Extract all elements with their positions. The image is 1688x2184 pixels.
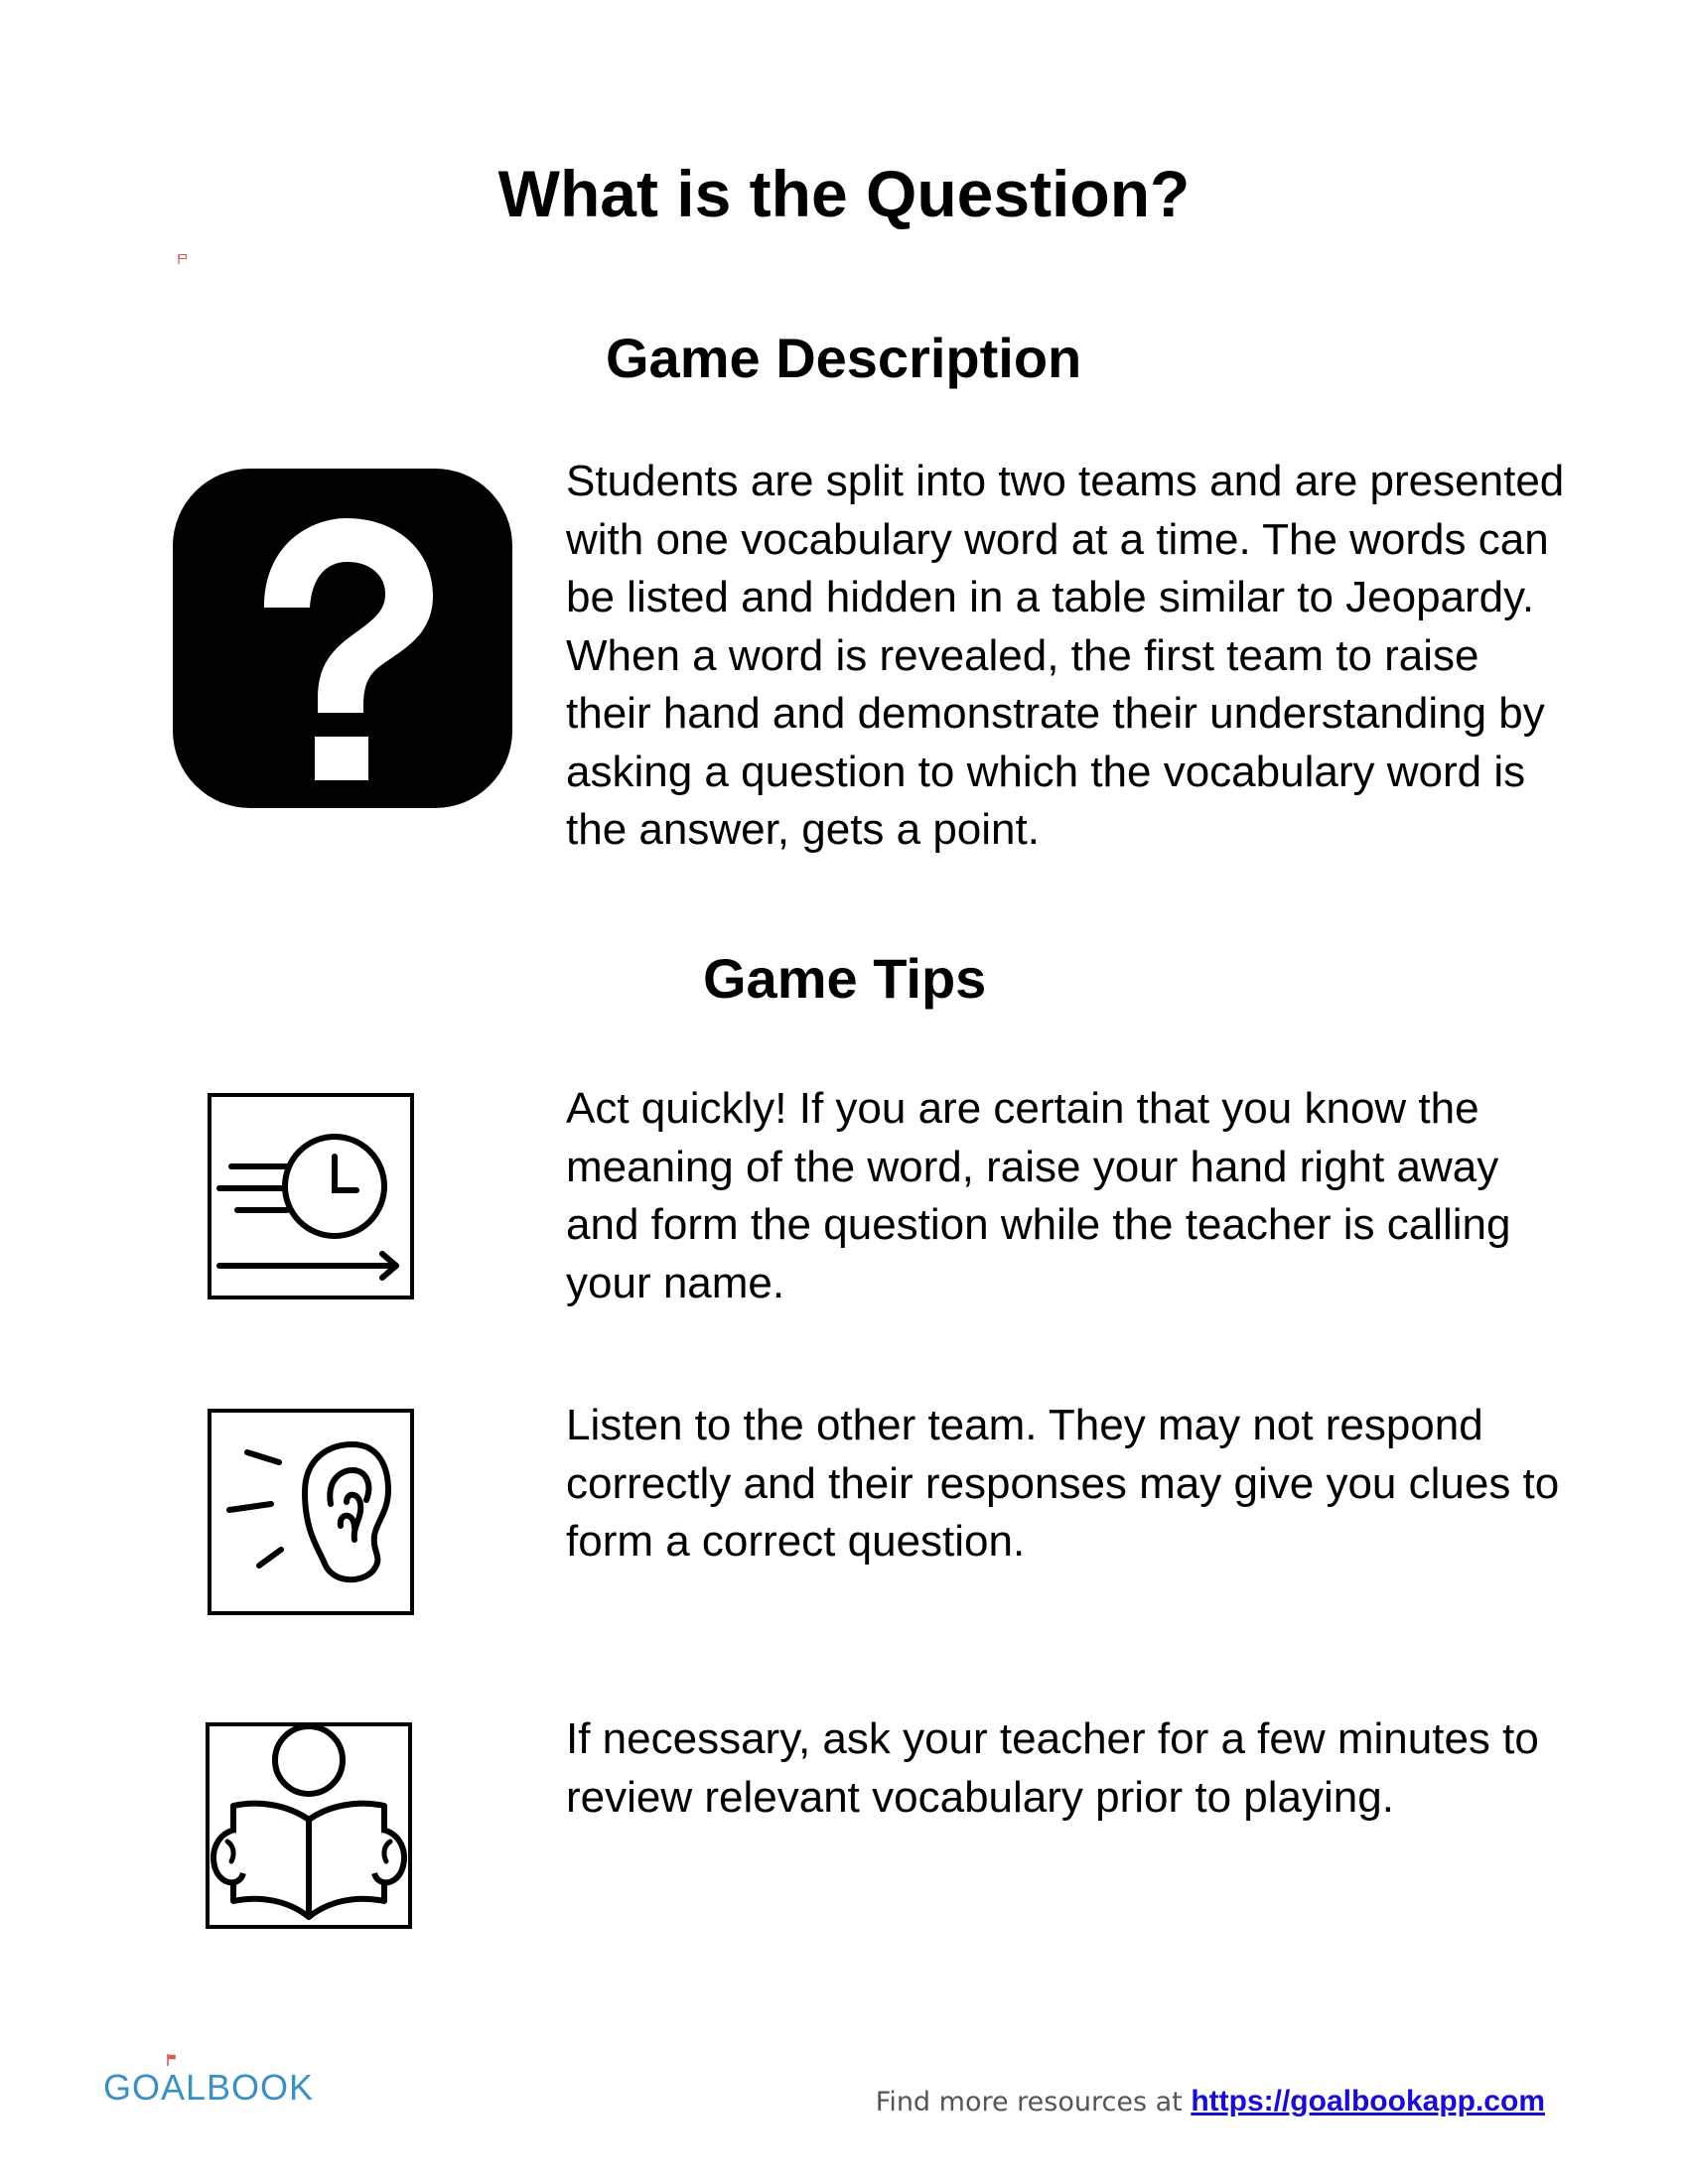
listening-ear-icon <box>208 1409 414 1615</box>
logo-flag-icon <box>165 2053 179 2067</box>
goalbook-logo <box>103 2067 314 2109</box>
fast-clock-icon <box>208 1093 414 1299</box>
tip-text-act-quickly: Act quickly! If you are certain that you know the meaning of the word, raise your hand right away and form the question while the teacher is calling your name. <box>566 1084 1511 1307</box>
game-description-text: Students are split into two teams and are presented with one vocabulary word at a time. The words can be listed and hidden in a table similar to Jeopardy. When a word is revealed, the first team to raise their hand and demonstrate their understanding by asking a question to which the vocabulary word is the answer, gets a point. <box>566 457 1565 854</box>
page-title: What is the Question? <box>497 157 1191 230</box>
question-mark-icon <box>173 469 512 808</box>
flag-icon <box>177 252 189 264</box>
game-description-heading: Game Description <box>606 327 1082 389</box>
tip-text-listen: Listen to the other team. They may not respond correctly and their responses may give you clues to form a correct question. <box>566 1401 1560 1566</box>
game-tips-heading: Game Tips <box>703 947 987 1010</box>
goalbook-link[interactable]: https://goalbookapp.com <box>1191 2085 1545 2117</box>
logo-text: GOALBOOK <box>103 2067 315 2108</box>
footer-resources <box>876 2085 1545 2118</box>
tip-text-review: If necessary, ask your teacher for a few minutes to review relevant vocabulary prior to playing. <box>566 1714 1539 1822</box>
footer-prefix: Find more resources at <box>875 2087 1183 2117</box>
reading-person-icon <box>206 1722 412 1929</box>
